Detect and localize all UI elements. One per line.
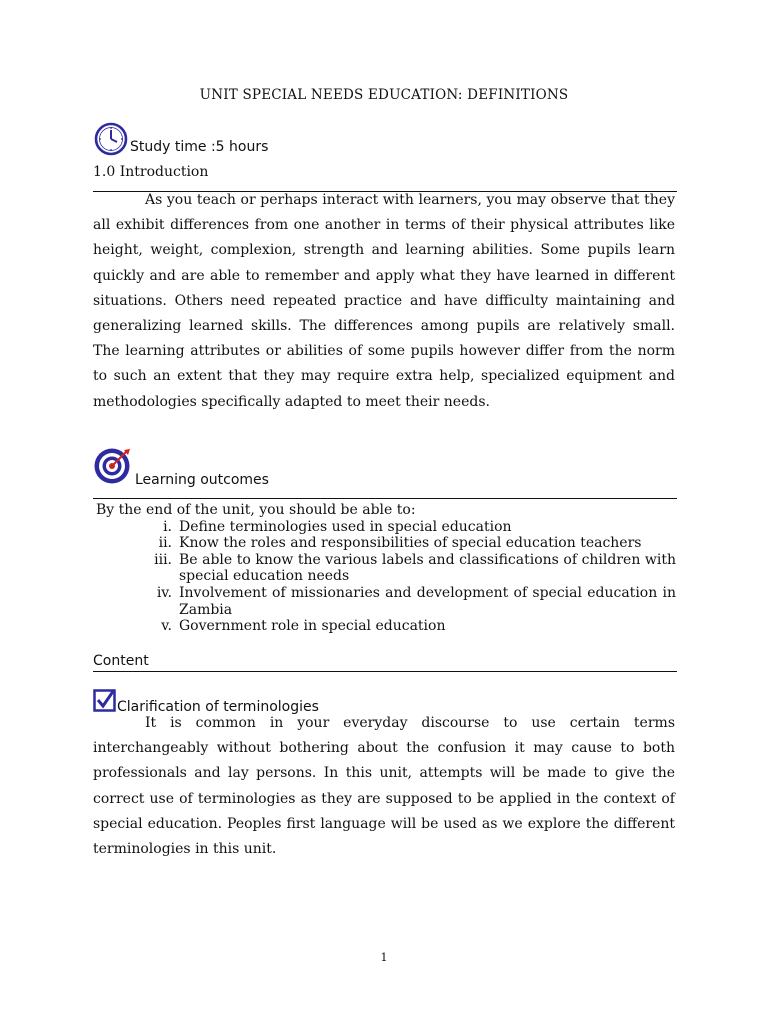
outcomes-divider: [93, 498, 677, 499]
intro-heading: 1.0 Introduction: [93, 164, 209, 180]
content-divider: [93, 671, 677, 672]
list-item-text: Be able to know the various labels and classifications of children with special education needs: [179, 551, 676, 585]
list-item-text: Define terminologies used in special education: [179, 518, 512, 535]
list-item-number: iii.: [154, 551, 172, 568]
intro-text: As you teach or perhaps interact with learners, you may observe that they all exhibit differences from one another in terms of their physical attributes like height, weight, complexion, strength and learning abilities. Some pupils learn quickly and are able to remember and apply what they have learned in different situations. Others need repeated practice and have difficulty maintaining and generalizing learned skills. The differences among pupils are relatively small. The learning attributes or abilities of some pupils however differ from the norm to such an extent that they may require extra help, specialized equipment and methodologies specifically adapted to meet their needs.: [93, 192, 675, 410]
clock-icon: [94, 122, 128, 156]
list-item-number: iv.: [156, 584, 172, 601]
list-item-number: ii.: [158, 535, 172, 552]
clarification-paragraph: [93, 711, 675, 862]
outcomes-heading: Learning outcomes: [135, 472, 269, 488]
list-item-text: Know the roles and responsibilities of special education teachers: [179, 535, 642, 552]
content-heading: Content: [93, 653, 149, 669]
list-item: [96, 618, 676, 635]
list-item-number: i.: [163, 518, 172, 535]
intro-paragraph: [93, 188, 675, 415]
list-item-text: Government role in special education: [179, 618, 446, 635]
target-icon: [93, 447, 133, 485]
outcomes-box: [96, 502, 676, 635]
checkbox-icon: [93, 688, 117, 712]
clarification-heading: Clarification of terminologies: [117, 699, 319, 715]
list-item: [96, 535, 676, 552]
outcomes-intro: By the end of the unit, you should be able to:: [96, 502, 416, 518]
outcomes-list: [96, 519, 676, 635]
study-time: Study time :5 hours: [130, 139, 269, 155]
list-item: [96, 585, 676, 618]
list-item-number: v.: [161, 618, 172, 635]
page-number: 1: [380, 951, 388, 964]
clarification-text: It is common in your everyday discourse to use certain terms interchangeably without bothering about the confusion it may cause to both professionals and lay persons. In this unit, attempts will be made to give the correct use of terminologies as they are supposed to be applied in the context of special education. Peoples first language will be used as we explore the different terminologies in this unit.: [93, 715, 675, 858]
page-title: UNIT SPECIAL NEEDS EDUCATION: DEFINITIONS: [199, 87, 569, 103]
list-item-text: Involvement of missionaries and development of special education in Zambia: [179, 584, 676, 618]
list-item: [96, 552, 676, 585]
list-item: [96, 519, 676, 536]
